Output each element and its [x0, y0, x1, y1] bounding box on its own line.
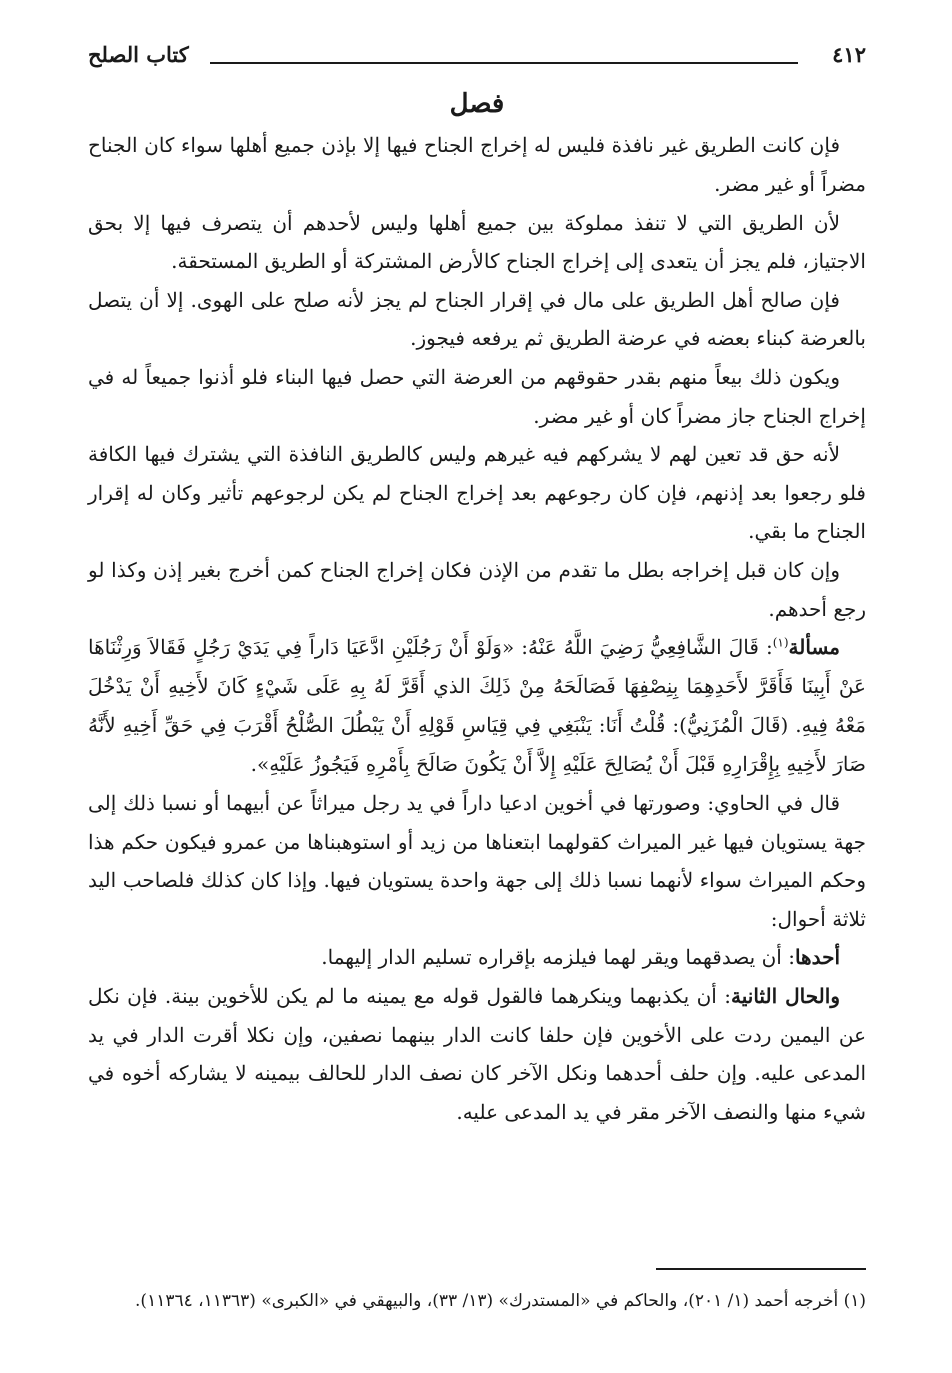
page-content: [88, 126, 866, 1131]
hal-second-paragraph: [88, 977, 866, 1131]
paragraph: وإن كان قبل إخراجه بطل ما تقدم من الإذن فكان إخراج الجناح كمن أخرج بغير إذن وكذا لو رجع أحدهم.: [88, 557, 866, 621]
section-heading: فصل: [449, 89, 505, 119]
hal-second-text: : أن يكذبهما وينكرهما فالقول قوله مع يمينه ما لم يكن للأخوين بينة. فإن نكل عن اليمين ردت على الأخوين فإن حلفا كانت الدار بينهما نصفين، وإن نكلا أقرت الدار في يد المدعى عليه. وإن حلف أحدهما ونكل الآخر كان نصف الدار للحالف بيمينه لا يشاركه أخوه في شيء منها والنصف الآخر مقر في يد المدعى عليه.: [88, 984, 866, 1124]
paragraph: ويكون ذلك بيعاً منهم بقدر حقوقهم من العرضة التي حصل فيها البناء فلو أذنوا جميعاً له في إخراج الجناح جاز مضراً كان أو غير مضر.: [88, 364, 866, 428]
footnote-rule: [656, 1268, 866, 1270]
footnote: (١) أخرجه أحمد (١/ ٢٠١)، والحاكم في «المستدرك» (١٣/ ٣٣)، والبيهقي في «الكبرى» (١١٣٦٣، ١١٣٦٤).: [135, 1291, 866, 1311]
hal-first-text: : أن يصدقهما ويقر لهما فيلزمه بإقراره تسليم الدار إليهما.: [321, 945, 795, 970]
hal-first-paragraph: [88, 938, 866, 977]
paragraph: فإن كانت الطريق غير نافذة فليس له إخراج الجناح فيها إلا بإذن جميع أهلها سواء كان الجناح مضراً أو غير مضر.: [88, 133, 866, 196]
hal-second-term: والحال الثانية: [731, 984, 840, 1009]
masala-paragraph: [88, 628, 866, 784]
masala-text: : قَالَ الشَّافِعِيُّ رَضِيَ اللَّهُ عَنْهُ: «وَلَوْ أَنْ رَجُلَيْنِ ادَّعَيَا دَاراً فِي يَدَيْ رَجُلٍ فَقَالاَ وَرِثْنَاهَا عَنْ أَبِينَا فَأَقَرَّ لأَحَدِهِمَا بِنِصْفِهَا فَصَالَحَهُ مِنْ ذَلِكَ الذي أَقَرَّ لَهُ بِهِ عَلَى شَيْءٍ كَانَ لأَخِيهِ أَنْ يَدْخُلَ مَعْهُ فِيهِ. (قَالَ الْمُزَنِيُّ): قُلْتُ أَنَا: يَنْبَغِي فِي قِيَاسِ قَوْلِهِ أَنْ يَبْطُلَ الصُّلْحُ أَقْرَبَ فِي حَقِّ أَخِيهِ لأَنَّهُ صَارَ لأَخِيهِ بِإِقْرَارِهِ قَبْلَ أَنْ يُصَالِحَ عَلَيْهِ إِلاَّ أَنْ يَكُونَ صَالَحَ بِأَمْرِهِ فَيَجُوزُ عَلَيْهِ».: [88, 635, 866, 777]
masala-term: مسألة: [788, 635, 840, 660]
page-header: [88, 28, 866, 80]
hal-first-term: أحدها: [794, 945, 840, 970]
page-number: ٤١٢: [832, 42, 866, 67]
paragraph: لأنه حق قد تعين لهم لا يشركهم فيه غيرهم وليس كالطريق النافذة التي يشترك فيها الكافة فلو رجعوا بعد إذنهم، فإن كان رجوعهم بعد إخراج الجناح لم يكن لرجوعهم تأثير وكان له إقرار الجناح ما بقي.: [88, 442, 866, 544]
book-title: كتاب الصلح: [88, 42, 189, 67]
footnote-reference[interactable]: (١): [772, 635, 789, 650]
header-rule: [210, 62, 798, 64]
paragraph: لأن الطريق التي لا تنفذ مملوكة بين جميع أهلها وليس لأحدهم أن يتصرف فيها إلا بحق الاجتياز، فلم يجز أن يتعدى إلى إخراج الجناح كالأرض المشتركة أو الطريق المستحقة.: [88, 210, 866, 274]
book-page: [88, 28, 866, 1311]
paragraph: فإن صالح أهل الطريق على مال في إقرار الجناح لم يجز لأنه صلح على الهوى. إلا أن يتصل بالعرضة كبناء بعضه في عرضة الطريق ثم يرفعه فيجوز.: [88, 287, 866, 351]
paragraph: قال في الحاوي: وصورتها في أخوين ادعيا داراً في يد رجل ميراثاً عن أبيهما أو نسبا ذلك إلى جهة يستويان فيها غير الميراث كقولهما ابتعناها من زيد أو استوهبناها من عمرو فيكون حكم هذا وحكم الميراث سواء لأنهما نسبا ذلك إلى جهة واحدة يستويان فيها. وإذا كان كذلك فلصاحب اليد ثلاثة أحوال:: [88, 791, 866, 931]
